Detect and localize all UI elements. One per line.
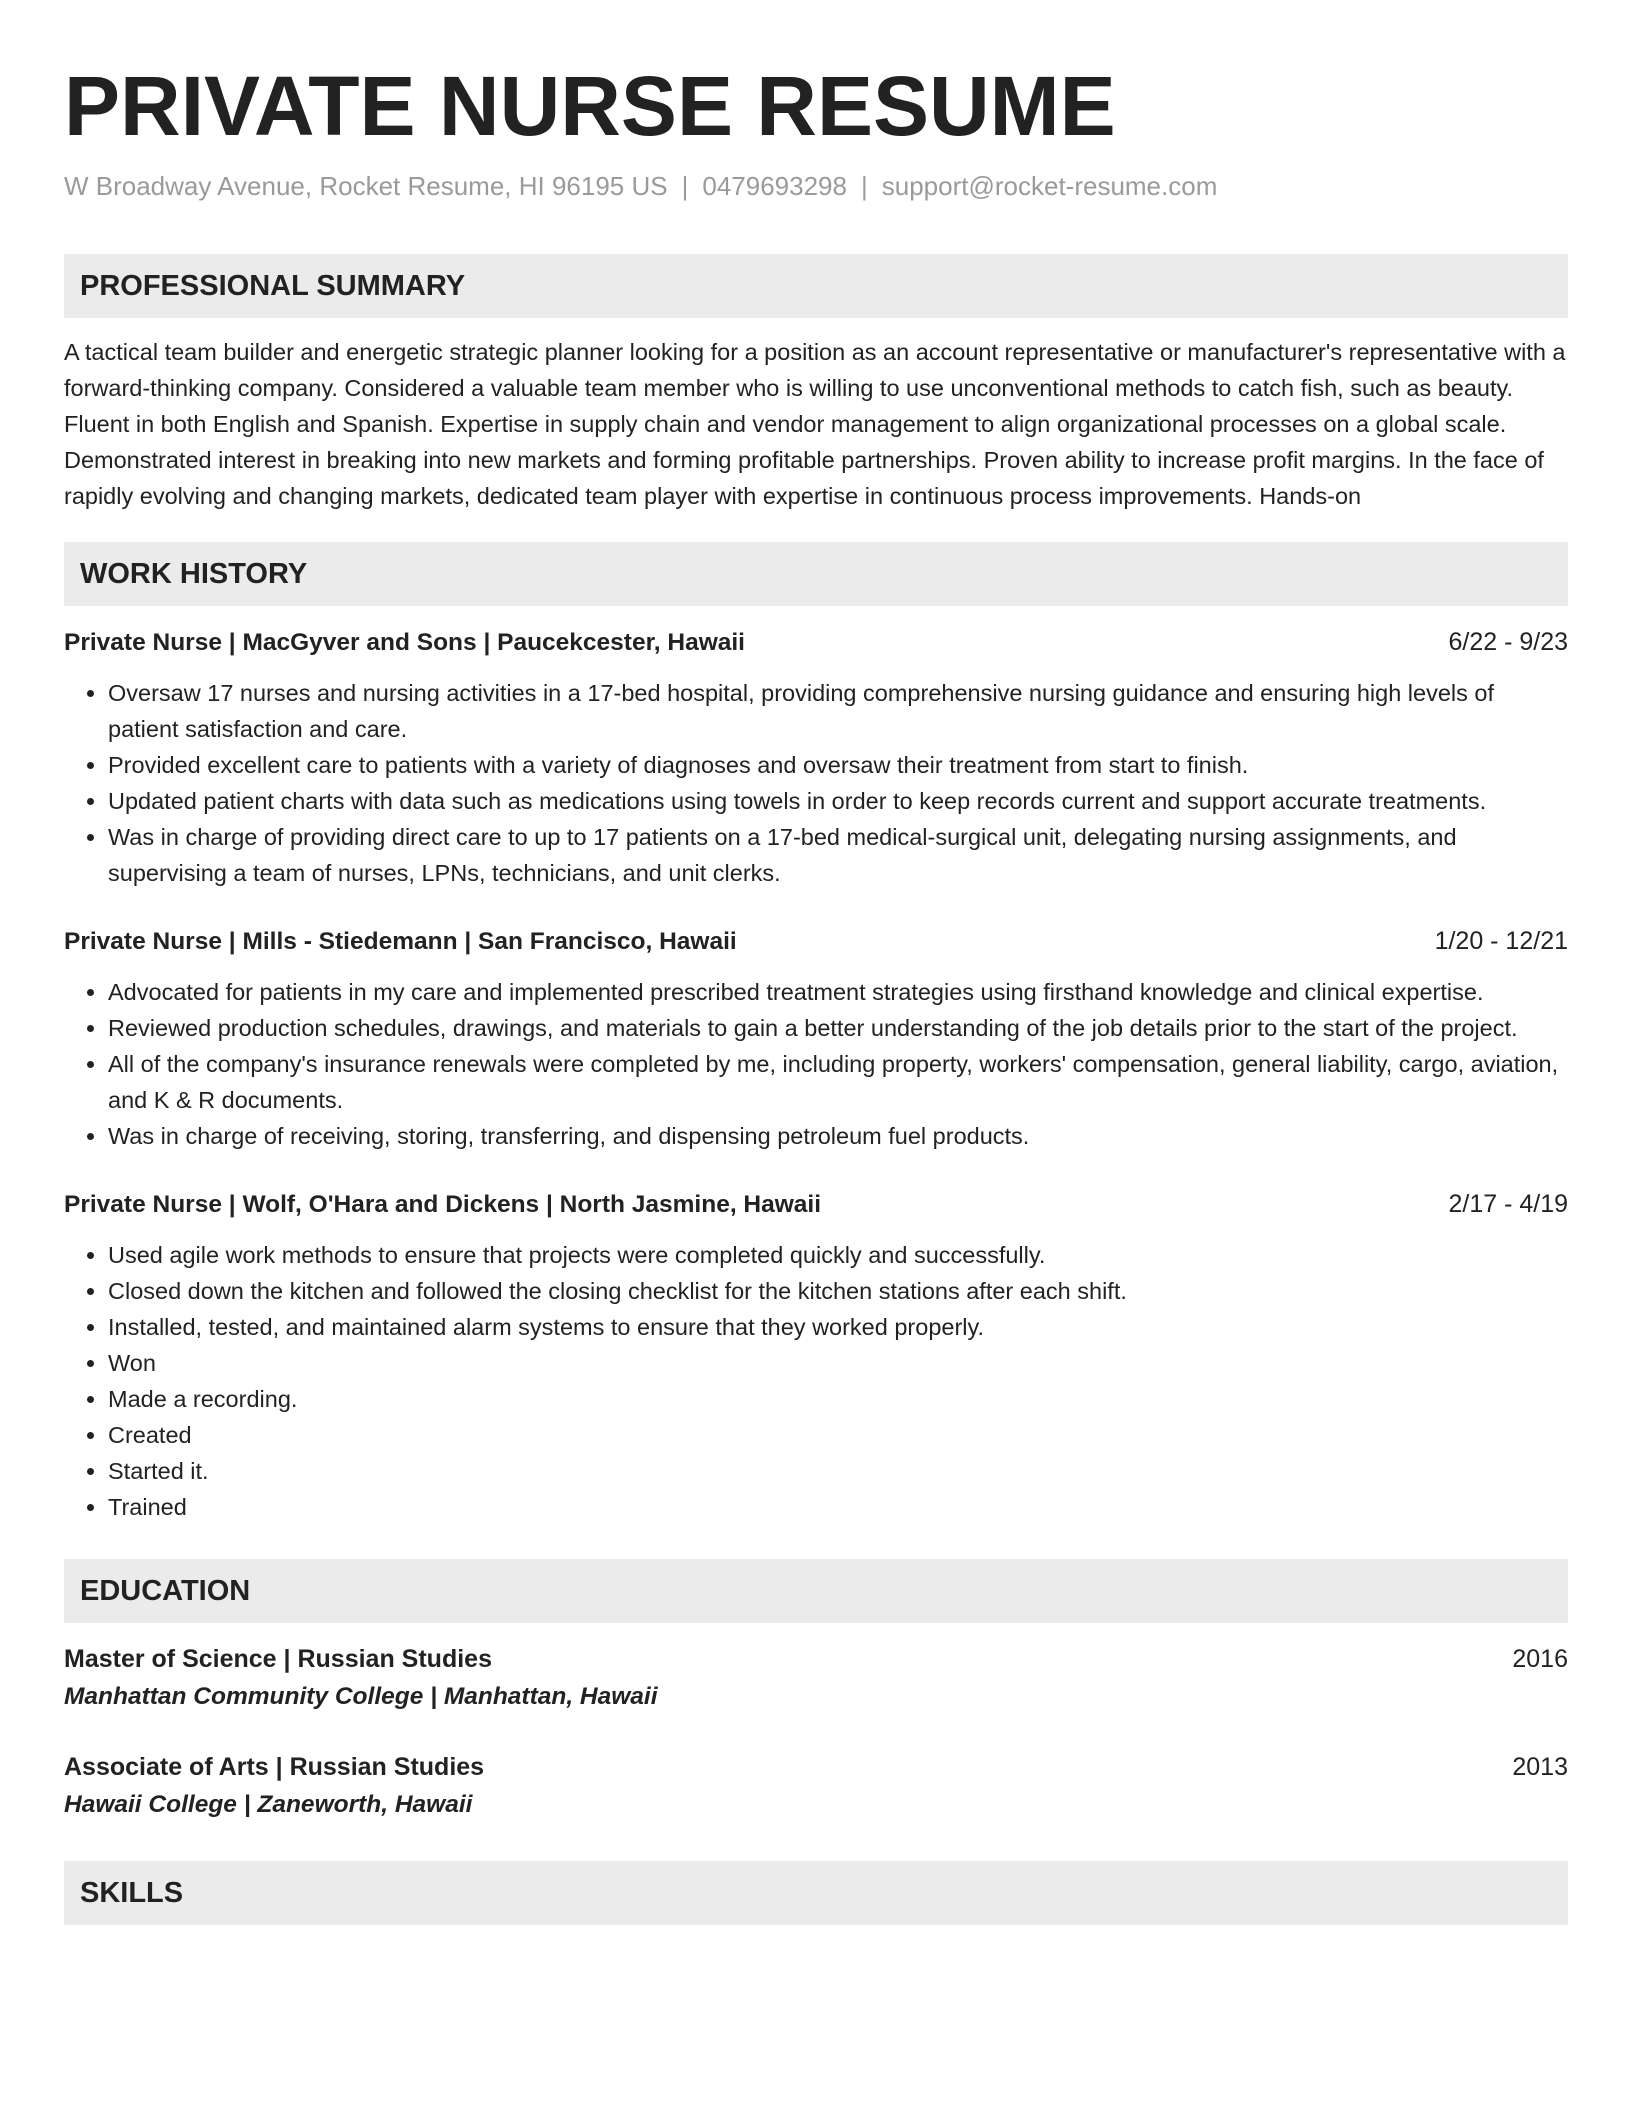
job-entry [64,1186,1568,1525]
education-school: Manhattan Community College | Manhattan, Hawaii [64,1682,658,1710]
job-entry [64,923,1568,1154]
summary-text: A tactical team builder and energetic strategic planner looking for a position as an account representative or manufacturer's representative with a forward-thinking company. Considered a valuable team member who is willing to use unconventional methods to catch fish, such as beauty. Fluent in both English and Spanish. Expertise in supply chain and vendor management to align organizational processes on a global scale. Demonstrated interest in breaking into new markets and forming profitable partnerships. Proven ability to increase profit margins. In the face of rapidly evolving and changing markets, dedicated team player with expertise in continuous process improvements. Hands-on [64,338,1566,509]
contact-address: W Broadway Avenue, Rocket Resume, HI 96195 US [64,171,668,201]
job-bullet-list [64,1237,1568,1525]
job-title: Private Nurse | Mills - Stiedemann | San Francisco, Hawaii [64,927,737,955]
education-degree: Master of Science | Russian Studies [64,1644,492,1673]
contact-phone: 0479693298 [702,171,847,201]
job-title: Private Nurse | MacGyver and Sons | Paucekcester, Hawaii [64,628,745,656]
contact-separator: | [681,171,689,201]
job-bullet: • Started it. [108,1453,1568,1489]
education-school: Hawaii College | Zaneworth, Hawaii [64,1790,473,1818]
job-bullet: • Oversaw 17 nurses and nursing activities in a 17-bed hospital, providing comprehensive nursing guidance and ensuring high levels of patient satisfaction and care. [108,675,1568,747]
section-heading-work-history: WORK HISTORY [64,542,1568,606]
job-bullet: • Was in charge of receiving, storing, transferring, and dispensing petroleum fuel products. [108,1118,1568,1154]
job-dates: 1/20 - 12/21 [1434,926,1568,955]
job-bullet: • Made a recording. [108,1381,1568,1417]
job-bullet: • Was in charge of providing direct care to up to 17 patients on a 17-bed medical-surgical unit, delegating nursing assignments, and supervising a team of nurses, LPNs, technicians, and unit clerks. [108,819,1568,891]
education-entry [64,1641,1568,1715]
job-bullet: • Advocated for patients in my care and implemented prescribed treatment strategies using firsthand knowledge and clinical expertise. [108,974,1568,1010]
job-entry [64,624,1568,891]
job-bullet: • Created [108,1417,1568,1453]
education-entry [64,1749,1568,1823]
job-bullet-list [64,974,1568,1154]
section-heading-summary: PROFESSIONAL SUMMARY [64,254,1568,318]
contact-email: support@rocket-resume.com [881,171,1218,201]
resume-title: PRIVATE NURSE RESUME [64,59,1116,153]
contact-line [64,170,1568,204]
job-title: Private Nurse | Wolf, O'Hara and Dickens | North Jasmine, Hawaii [64,1190,822,1218]
job-bullet: • Used agile work methods to ensure that projects were completed quickly and successfully. [108,1237,1568,1273]
education-year: 2013 [1512,1752,1568,1781]
job-bullet: • Updated patient charts with data such as medications using towels in order to keep records current and support accurate treatments. [108,783,1568,819]
resume-page [64,0,1568,1925]
job-bullet: • All of the company's insurance renewals were completed by me, including property, workers' compensation, general liability, cargo, aviation, and K & R documents. [108,1046,1568,1118]
job-bullet: • Closed down the kitchen and followed the closing checklist for the kitchen stations after each shift. [108,1273,1568,1309]
job-bullet: • Provided excellent care to patients with a variety of diagnoses and oversaw their treatment from start to finish. [108,747,1568,783]
education-year: 2016 [1512,1644,1568,1673]
job-dates: 6/22 - 9/23 [1448,627,1568,656]
job-bullet: • Reviewed production schedules, drawings, and materials to gain a better understanding of the job details prior to the start of the project. [108,1010,1568,1046]
education-degree: Associate of Arts | Russian Studies [64,1752,485,1781]
job-bullet: • Won [108,1345,1568,1381]
job-dates: 2/17 - 4/19 [1448,1189,1568,1218]
section-heading-education: EDUCATION [64,1559,1568,1623]
job-bullet: • Trained [108,1489,1568,1525]
section-heading-skills: SKILLS [64,1861,1568,1925]
job-bullet: • Installed, tested, and maintained alarm systems to ensure that they worked properly. [108,1309,1568,1345]
job-bullet-list [64,675,1568,891]
contact-separator: | [860,171,868,201]
